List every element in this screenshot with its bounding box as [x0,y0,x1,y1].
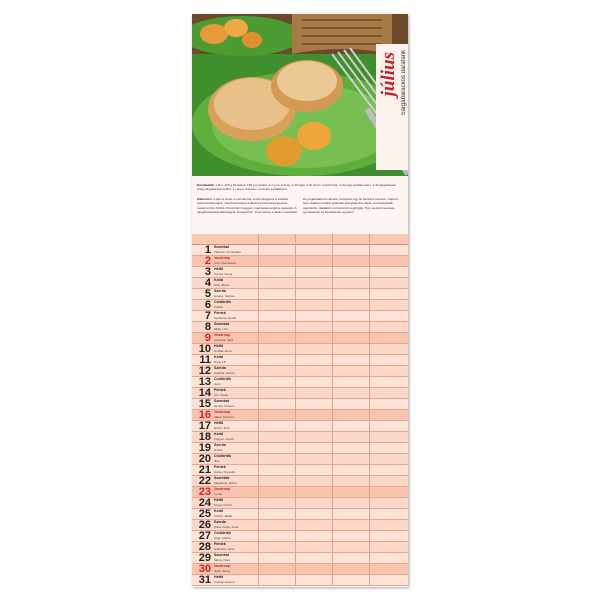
day-number: 9 [204,332,211,344]
day-number: 15 [198,398,211,410]
method-label: Elkészítés: [197,197,213,201]
weekday-name: Szombat [214,399,229,403]
day-row [192,366,408,377]
name-days: Anna, Anikó, Anita [214,525,239,529]
name-days: Izabella, Dalma [214,371,235,375]
weekday-name: Hétfő [214,575,224,579]
day-number: 2 [204,255,211,267]
day-row [192,344,408,355]
day-row [192,564,408,575]
name-days: Magdolna, Márta [214,481,237,485]
day-row [192,333,408,344]
day-number: 1 [204,244,211,256]
day-number: 7 [204,310,211,322]
weekday-name: Péntek [214,311,226,315]
day-number: 16 [198,409,211,421]
day-number: 18 [198,431,211,443]
name-days: Nóra, Lili [214,360,226,364]
calendar-grid [192,234,408,586]
name-days: Ottó, Mercédesz [214,261,237,265]
day-number: 12 [198,365,211,377]
weekday-name: Hétfő [214,267,224,271]
day-row [192,432,408,443]
method-body: A tejet a sóval, a porcukorral, a citromhéjjal és a vaníliás cukorral felforraljuk, majd beleszórjuk a darát és folyamatos keverés mellett sűrűre főzzük. Kicsit hűlni hagyjuk, majd belekeverjük a tojásokat. A sárgabarackokat félbevágjuk, kimagozzuk. Vizes kézzel a darás masszából kis pogácsákat formázunk, közepébe egy fél barackot teszünk, majd bő, forró olajban mindkét oldalukat aranybarnára sütjük. Lecsöpögtetjük papírtörlőn, tálaláskor porcukorral meghintjük. Tipp: kedvelt csemege gyerekeknek és felnőtteknek egyaránt. [197,197,399,214]
day-row [192,245,408,256]
day-number: 24 [198,497,211,509]
weekday-name: Csütörtök [214,300,231,304]
day-row [192,267,408,278]
day-row [192,289,408,300]
month-title: július [378,52,399,97]
day-row [192,311,408,322]
day-number: 29 [198,552,211,564]
recipe-title: Sárgabarackos darafánk [401,50,407,116]
day-number: 17 [198,420,211,432]
name-days: Örs, Stella [214,393,229,397]
weekday-name: Kedd [214,278,223,282]
day-row [192,487,408,498]
weekday-name: Szerda [214,289,226,293]
day-number: 22 [198,475,211,487]
name-days: Kinga, Kincső [214,503,233,507]
ingredients-label: Hozzávalók: [197,183,215,187]
name-days: Tihamér, Annamária [214,250,241,254]
day-row [192,410,408,421]
day-number: 20 [198,453,211,465]
column-divider [332,234,333,586]
name-days: Frigyes, Kamill [214,437,234,441]
day-row [192,509,408,520]
day-row [192,520,408,531]
weekday-name: Vasárnap [214,487,230,491]
name-days: Olga, Liliána [214,536,231,540]
day-number: 28 [198,541,211,553]
weekday-name: Szombat [214,245,229,249]
column-divider [369,234,370,586]
day-row [192,575,408,586]
day-number: 6 [204,299,211,311]
name-days: Valter, Kármen [214,415,234,419]
name-days: Jenő [214,382,221,386]
weekday-name: Kedd [214,355,223,359]
weekday-name: Péntek [214,542,226,546]
name-days: Illés [214,459,220,463]
name-days: Csaba [214,305,223,309]
weekday-name: Hétfő [214,498,224,502]
method-text [197,197,403,214]
weekday-name: Szombat [214,322,229,326]
calendar-sheet [192,14,408,587]
day-row [192,355,408,366]
name-days: Lenke [214,492,223,496]
day-row [192,553,408,564]
weekday-name: Vasárnap [214,410,230,414]
name-days: Lukrécia, Vera [214,338,234,342]
ingredients-text [197,183,403,192]
weekday-name: Szerda [214,443,226,447]
day-row [192,454,408,465]
day-number: 11 [199,354,211,366]
day-number: 13 [198,376,211,388]
name-days: Apollónia, Donát [214,316,237,320]
weekday-name: Kedd [214,432,223,436]
day-number: 3 [204,266,211,278]
name-days: Henrik, Roland [214,404,234,408]
day-row [192,300,408,311]
day-row [192,421,408,432]
name-days: Emese, Sarolta [214,294,235,298]
weekday-name: Péntek [214,388,226,392]
day-row [192,443,408,454]
day-row [192,256,408,267]
day-row [192,531,408,542]
day-number: 30 [198,563,211,575]
day-number: 4 [204,277,211,289]
weekday-name: Szombat [214,476,229,480]
weekday-name: Csütörtök [214,377,231,381]
name-days: Szabolcs, Alina [214,547,235,551]
day-number: 31 [198,574,211,586]
day-number: 27 [198,530,211,542]
name-days: Ellák, Liza [214,327,228,331]
name-days: Amália, Alma [214,349,232,353]
name-days: Márta, Flóra [214,558,231,562]
weekday-name: Vasárnap [214,333,230,337]
weekday-name: Hétfő [214,344,224,348]
weekday-name: Péntek [214,465,226,469]
weekday-name: Kedd [214,509,223,513]
name-days: Dániel, Daniella [214,470,236,474]
name-days: Emília [214,448,223,452]
name-days: Ulrik, Berta [214,283,229,287]
day-number: 8 [204,321,211,333]
day-row [192,542,408,553]
day-row [192,377,408,388]
day-row [192,322,408,333]
day-row [192,498,408,509]
name-days: Kristóf, Jakab [214,514,233,518]
weekday-name: Vasárnap [214,564,230,568]
day-number: 25 [198,508,211,520]
day-row [192,465,408,476]
day-row [192,476,408,487]
name-days: Endre, Elek [214,426,230,430]
day-number: 5 [204,288,211,300]
day-number: 19 [198,442,211,454]
day-number: 23 [198,486,211,498]
day-number: 26 [198,519,211,531]
day-row [192,399,408,410]
day-number: 21 [198,464,211,476]
name-days: Kornél, Soma [214,272,233,276]
column-divider [295,234,296,586]
grid-header-row [192,234,408,245]
name-days: Judit, Xénia [214,569,230,573]
weekday-name: Szerda [214,520,226,524]
day-row [192,278,408,289]
weekday-name: Csütörtök [214,454,231,458]
day-number: 14 [198,387,211,399]
day-row [192,388,408,399]
weekday-name: Szerda [214,366,226,370]
weekday-name: Csütörtök [214,531,231,535]
weekday-name: Vasárnap [214,256,230,260]
column-divider [258,234,259,586]
weekday-name: Szombat [214,553,229,557]
weekday-name: Hétfő [214,421,224,425]
day-number: 10 [198,343,211,355]
ingredients-body: 4 főre: 200 g búzadara, 150 g porcukor, 3-4 g só, 3 dl tej, 3 db tojás, 1 db citrom reszelt héja, 2 csomag vaníliás cukor, 4 db sárgabarack (vagy sárgabarack befőtt), 1 l olaj a sütéshez, porcukor a tálaláshoz. [197,183,396,192]
name-days: Oszkár, Helena [214,580,235,584]
